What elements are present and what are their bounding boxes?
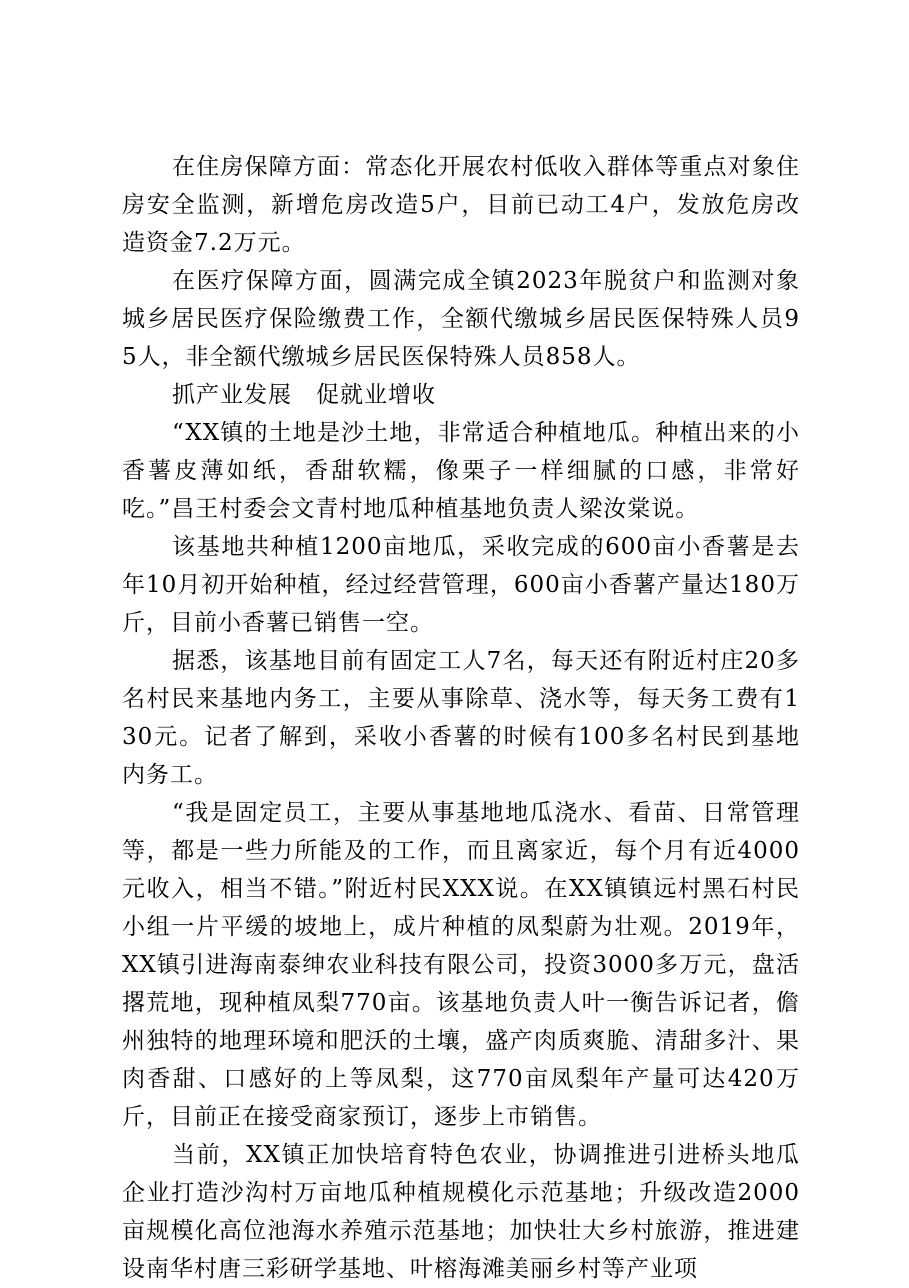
paragraph-housing-security: 在住房保障方面：常态化开展农村低收入群体等重点对象住房安全监测，新增危房改造5户，目前已动工4户，发放危房改造资金7.2万元。 — [122, 154, 800, 256]
paragraph-base-planting: 该基地共种植1200亩地瓜，采收完成的600亩小香薯是去年10月初开始种植，经过经营管理，600亩小香薯产量达180万斤，目前小香薯已销售一空。 — [122, 534, 800, 636]
paragraph-medical-security: 在医疗保障方面，圆满完成全镇2023年脱贫户和监测对象城乡居民医疗保险缴费工作，全额代缴城乡居民医保特殊人员95人，非全额代缴城乡居民医保特殊人员858人。 — [122, 268, 800, 370]
section-heading: 抓产业发展 促就业增收 — [172, 382, 436, 408]
document-body — [122, 148, 800, 1288]
paragraph-workers: 据悉，该基地目前有固定工人7名，每天还有附近村庄20多名村民来基地内务工，主要从事除草、浇水等，每天务工费有130元。记者了解到，采收小香薯的时候有100多名村民到基地内务工。 — [122, 648, 800, 788]
paragraph-quote-sweet-potato: “XX镇的土地是沙土地，非常适合种植地瓜。种植出来的小香薯皮薄如纸，香甜软糯，像栗子一样细腻的口感，非常好吃。”昌王村委会文青村地瓜种植基地负责人梁汝棠说。 — [122, 420, 800, 522]
paragraph-pineapple: “我是固定员工，主要从事基地地瓜浇水、看苗、日常管理等，都是一些力所能及的工作，而且离家近，每个月有近4000元收入，相当不错。”附近村民XXX说。在XX镇镇远村黑石村民小组一片平缓的坡地上，成片种植的凤梨蔚为壮观。2019年，XX镇引进海南泰绅农业科技有限公司，投资3000多万元，盘活撂荒地，现种植凤梨770亩。该基地负责人叶一衡告诉记者，儋州独特的地理环境和肥沃的土壤，盛产肉质爽脆、清甜多汁、果肉香甜、口感好的上等凤梨，这770亩凤梨年产量可达420万斤，目前正在接受商家预订，逐步上市销售。 — [122, 800, 800, 1130]
paragraph-current-plans: 当前，XX镇正加快培育特色农业，协调推进引进桥头地瓜企业打造沙沟村万亩地瓜种植规模化示范基地；升级改造2000亩规模化高位池海水养殖示范基地；加快壮大乡村旅游，推进建设南华村唐三彩研学基地、叶榕海滩美丽乡村等产业项 — [122, 1142, 800, 1282]
